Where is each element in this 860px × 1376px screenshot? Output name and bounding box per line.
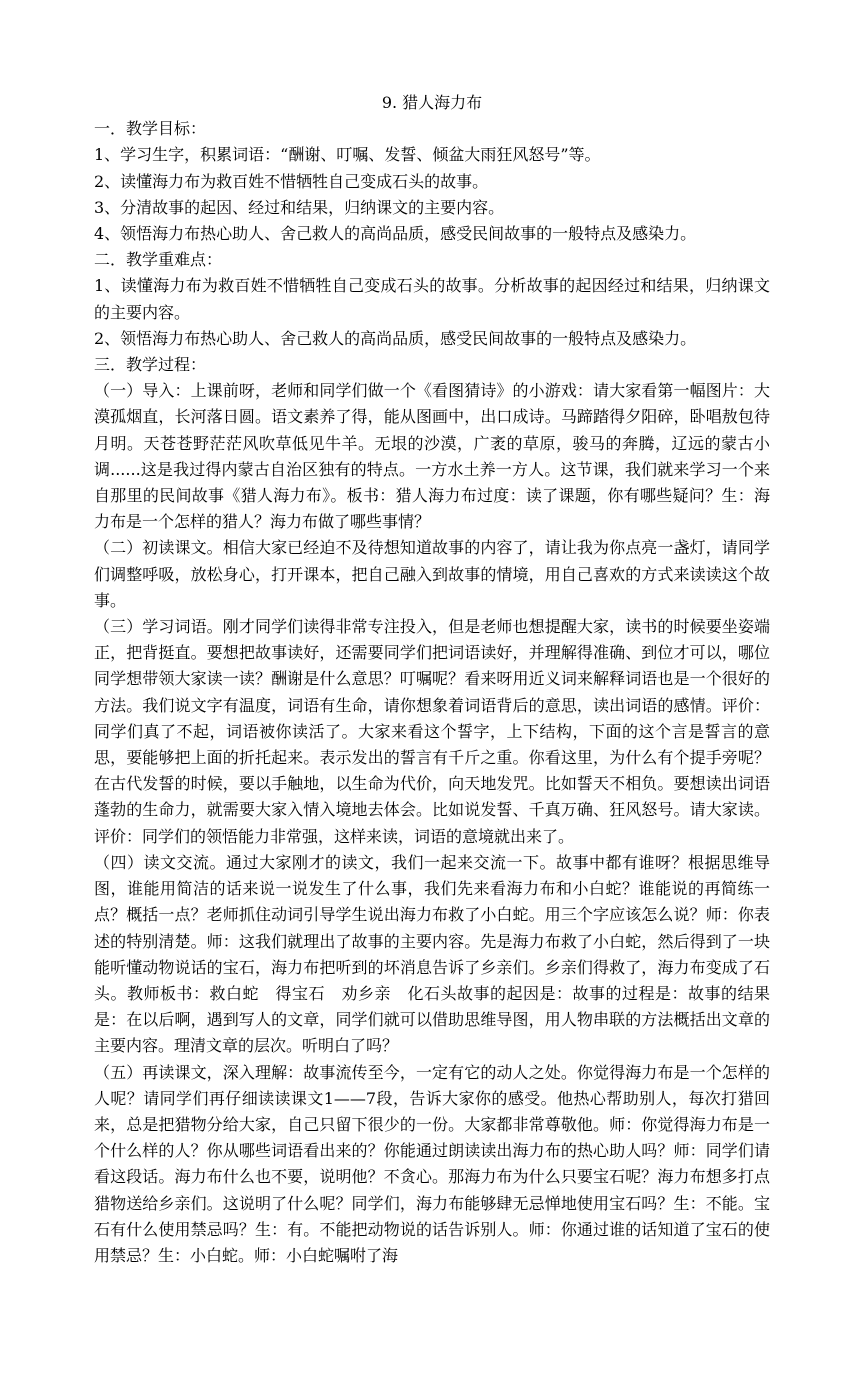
goal-item: 3、分清故事的起因、经过和结果，归纳课文的主要内容。 [94,197,505,217]
document-page [94,90,770,1269]
process-paragraph: （三）学习词语。刚才同学们读得非常专注投入，但是老师也想提醒大家，读书的时候要坐姿端正，把背挺直。要想把故事读好，还需要同学们把词语读好，并理解得准确、到位才可以，哪位同学想带领大家读一读？酬谢是什么意思？叮嘱呢？看来呀用近义词来解释词语也是一个很好的方法。我们说文字有温度，词语有生命，请你想象着词语背后的意思，读出词语的感情。评价：同学们真了不起，词语被你读活了。大家来看这个誓字，上下结构，下面的这个言是誓言的意思，要能够把上面的折托起来。表示发出的誓言有千斤之重。你看这里，为什么有个提手旁呢？在古代发誓的时候，要以手触地，以生命为代价，向天地发咒。比如誓天不相负。要想读出词语蓬勃的生命力，就需要大家入情入境地去体会。比如说发誓、千真万确、狂风怒号。请大家读。评价：同学们的领悟能力非常强，这样来读，词语的意境就出来了。 [94,617,770,846]
section-heading-goals: 一．教学目标： [94,119,207,139]
goal-item: 4、领悟海力布热心助人、舍己救人的高尚品质，感受民间故事的一般特点及感染力。 [94,224,697,244]
process-paragraph: （二）初读课文。相信大家已经迫不及待想知道故事的内容了，请让我为你点亮一盏灯，请同学们调整呼吸，放松身心，打开课本，把自己融入到故事的情境，用自己喜欢的方式来读读这个故事。 [94,538,770,610]
process-paragraph: （五）再读课文，深入理解：故事流传至今，一定有它的动人之处。你觉得海力布是一个怎样的人呢？请同学们再仔细读读课文1——7段，告诉大家你的感受。他热心帮助别人，每次打猎回来，总是把猎物分给大家，自己只留下很少的一份。大家都非常尊敬他。师：你觉得海力布是一个什么样的人？你从哪些词语看出来的？你能通过朗读读出海力布的热心助人吗？师：同学们请看这段话。海力布什么也不要，说明他？不贪心。那海力布为什么只要宝石呢？海力布想多打点猎物送给乡亲们。这说明了什么呢？同学们，海力布能够肆无忌惮地使用宝石吗？生：不能。宝石有什么使用禁忌吗？生：有。不能把动物说的话告诉别人。师：你通过谁的话知道了宝石的使用禁忌？生：小白蛇。师：小白蛇嘱咐了海 [94,1062,770,1265]
goal-item: 2、读懂海力布为救百姓不惜牺牲自己变成石头的故事。 [94,171,489,191]
process-paragraph: （四）读文交流。通过大家刚才的读文，我们一起来交流一下。故事中都有谁呀？根据思维导图，谁能用简洁的话来说一说发生了什么事，我们先来看海力布和小白蛇？谁能说的再简练一点？概括一点？老师抓住动词引导学生说出海力布救了小白蛇。用三个字应该怎么说？师：你表述的特别清楚。师：这我们就理出了故事的主要内容。先是海力布救了小白蛇，然后得到了一块能听懂动物说话的宝石，海力布把听到的坏消息告诉了乡亲们。乡亲们得救了，海力布变成了石头。教师板书：救白蛇 得宝石 劝乡亲 化石头故事的起因是：故事的过程是：故事的结果是：在以后啊，遇到写人的文章，同学们就可以借助思维导图，用人物串联的方法概括出文章的主要内容。理清文章的层次。听明白了吗？ [94,852,770,1056]
section-heading-key-points: 二．教学重难点： [94,250,223,270]
goal-item: 1、学习生字，积累词语：“酬谢、叮嘱、发誓、倾盆大雨狂风怒号”等。 [94,145,601,165]
process-paragraph: （一）导入：上课前呀，老师和同学们做一个《看图猜诗》的小游戏：请大家看第一幅图片：大漠孤烟直，长河落日圆。语文素养了得，能从图画中，出口成诗。马蹄踏得夕阳碎，卧唱敖包待月明。天苍苍野茫茫风吹草低见牛羊。无垠的沙漠，广袤的草原，骏马的奔腾，辽远的蒙古小调......这是我过得内蒙古自治区独有的特点。一方水土养一方人。这节课，我们就来学习一个来自那里的民间故事《猎人海力布》。板书：猎人海力布过度：读了课题，你有哪些疑问？生：海力布是一个怎样的猎人？海力布做了哪些事情？ [94,381,770,532]
key-point-item: 2、领悟海力布热心助人、舍己救人的高尚品质，感受民间故事的一般特点及感染力。 [94,328,697,348]
document-title: 9. 猎人海力布 [381,93,483,112]
section-heading-process: 三．教学过程： [94,355,207,375]
key-point-item: 1、读懂海力布为救百姓不惜牺牲自己变成石头的故事。分析故事的起因经过和结果，归纳课文的主要内容。 [94,276,770,322]
